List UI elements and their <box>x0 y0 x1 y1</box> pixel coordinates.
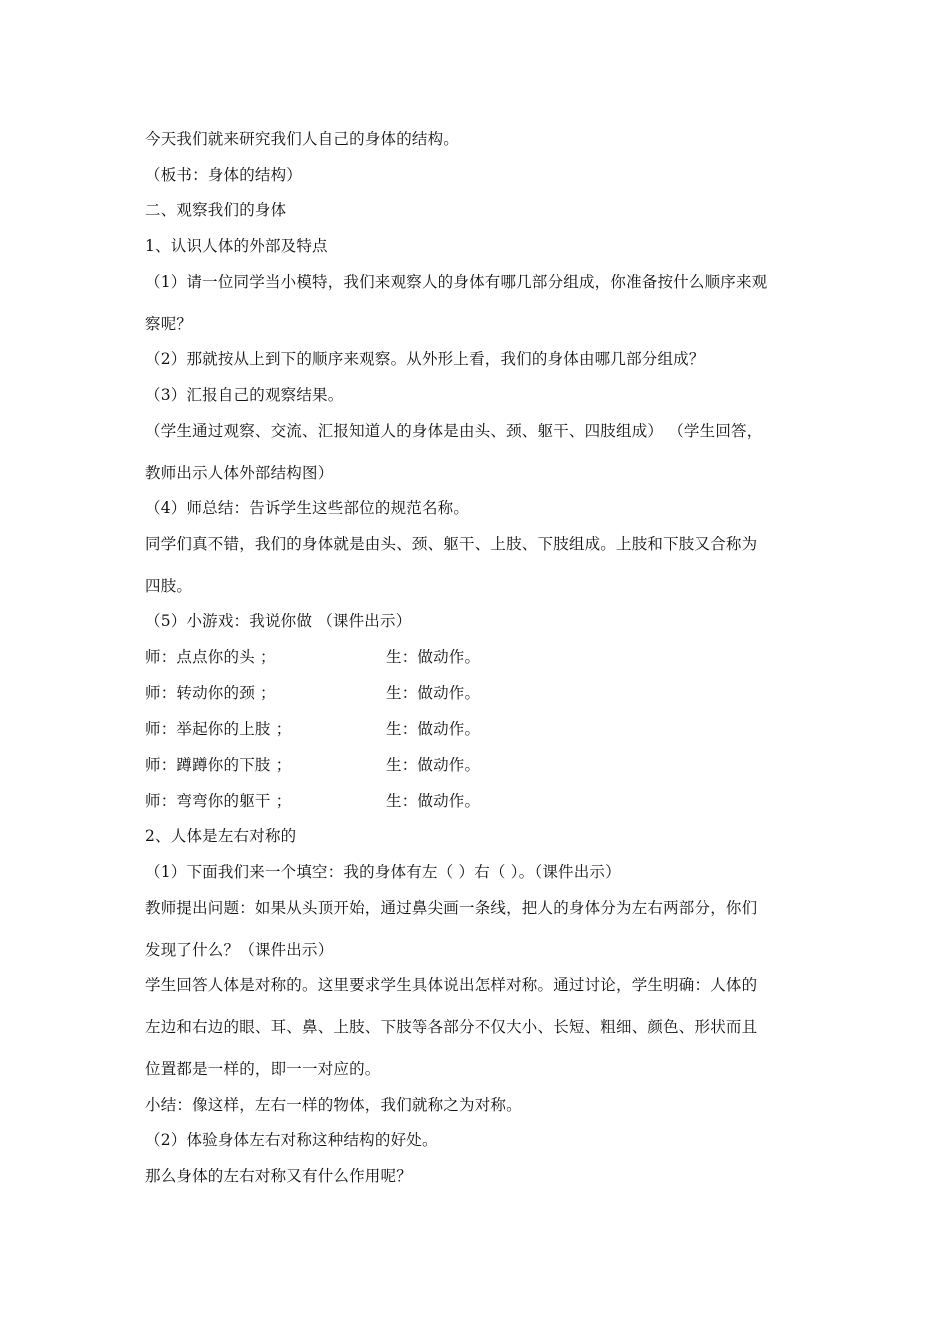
student-line: 生：做动作。 <box>386 648 481 666</box>
paragraph: （2）体验身体左右对称这种结构的好处。 <box>145 1131 438 1149</box>
student-line: 生：做动作。 <box>386 792 481 810</box>
paragraph: 教师出示人体外部结构图） <box>145 464 334 482</box>
paragraph: 四肢。 <box>145 577 193 595</box>
paragraph: 发现了什么？（课件出示） <box>145 941 334 959</box>
subsection-heading: 2、人体是左右对称的 <box>145 827 297 845</box>
teacher-line: 师：举起你的上肢 ； <box>145 720 292 738</box>
paragraph: 学生回答人体是对称的。这里要求学生具体说出怎样对称。通过讨论，学生明确：人体的 <box>145 976 758 994</box>
paragraph: （5）小游戏：我说你做 （课件出示） <box>145 612 412 630</box>
paragraph: （板书：身体的结构） <box>145 166 303 184</box>
teacher-line: 师：点点你的头 ； <box>145 648 276 666</box>
paragraph: 位置都是一样的，即一一对应的。 <box>145 1060 381 1078</box>
paragraph: （1）请一位同学当小模特，我们来观察人的身体有哪几部分组成，你准备按什么顺序来观 <box>145 273 768 291</box>
game-row <box>145 647 820 667</box>
paragraph: （4）师总结：告诉学生这些部位的规范名称。 <box>145 499 470 517</box>
paragraph: 同学们真不错，我们的身体就是由头、颈、躯干、上肢、下肢组成。上肢和下肢又合称为 <box>145 535 758 553</box>
game-row <box>145 683 820 703</box>
paragraph: 左边和右边的眼、耳、鼻、上肢、下肢等各部分不仅大小、长短、粗细、颜色、形状而且 <box>145 1018 758 1036</box>
paragraph: 教师提出问题：如果从头顶开始，通过鼻尖画一条线，把人的身体分为左右两部分，你们 <box>145 899 758 917</box>
paragraph: （3）汇报自己的观察结果。 <box>145 386 344 404</box>
paragraph: 察呢？ <box>145 315 193 333</box>
teacher-line: 师：蹲蹲你的下肢 ； <box>145 756 292 774</box>
teacher-line: 师：转动你的颈 ； <box>145 684 276 702</box>
game-row <box>145 719 820 739</box>
section-heading: 二、观察我们的身体 <box>145 201 287 219</box>
paragraph: （2）那就按从上到下的顺序来观察。从外形上看，我们的身体由哪几部分组成？ <box>145 350 705 368</box>
student-line: 生：做动作。 <box>386 720 481 738</box>
paragraph: （学生通过观察、交流、汇报知道人的身体是由头、颈、躯干、四肢组成） （学生回答， <box>145 422 763 440</box>
paragraph: 今天我们就来研究我们人自己的身体的结构。 <box>145 130 460 148</box>
game-row <box>145 755 820 775</box>
paragraph: 那么身体的左右对称又有什么作用呢？ <box>145 1167 412 1185</box>
teacher-line: 师：弯弯你的躯干 ； <box>145 792 292 810</box>
subsection-heading: 1、认识人体的外部及特点 <box>145 237 328 255</box>
student-line: 生：做动作。 <box>386 756 481 774</box>
paragraph: 小结：像这样，左右一样的物体，我们就称之为对称。 <box>145 1096 522 1114</box>
game-row <box>145 791 820 811</box>
paragraph: （1）下面我们来一个填空：我的身体有左（ ）右（ ）。（课件出示） <box>145 863 621 881</box>
student-line: 生：做动作。 <box>386 684 481 702</box>
